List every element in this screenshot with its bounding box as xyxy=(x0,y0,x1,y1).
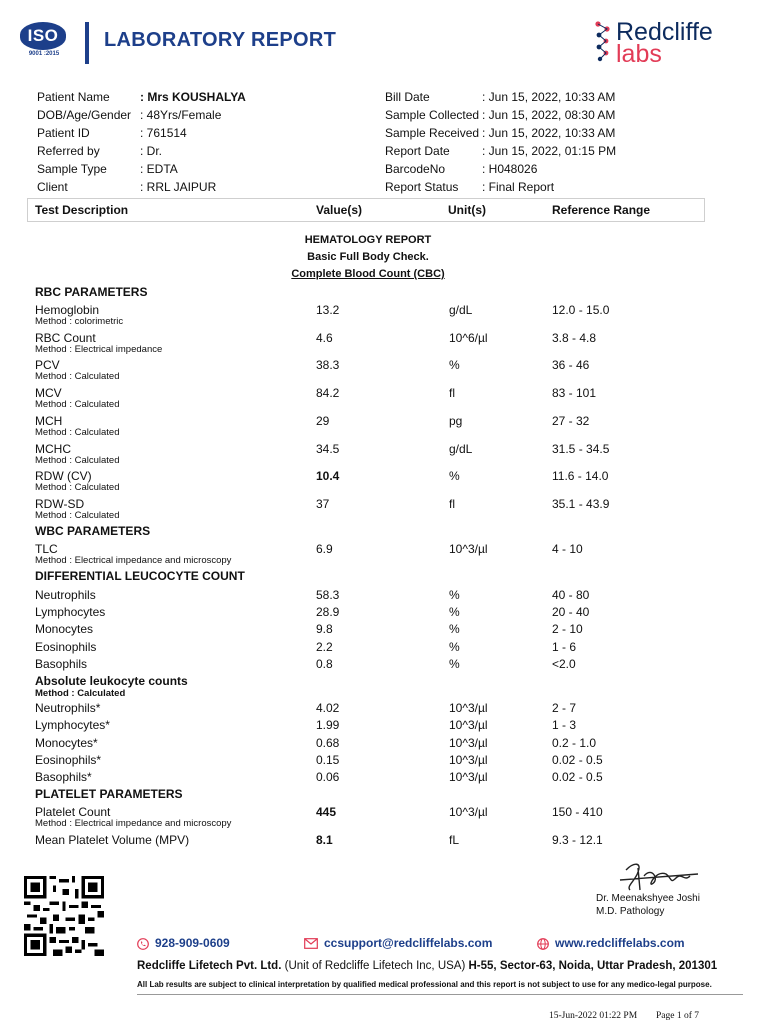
iso-standard: 9001 :2015 xyxy=(28,51,60,57)
page-title: LABORATORY REPORT xyxy=(104,29,337,51)
col-value: Value(s) xyxy=(316,203,363,217)
test-range: 35.1 - 43.9 xyxy=(552,497,610,511)
company-unit: (Unit of Redcliffe Lifetech Inc, USA) xyxy=(284,960,466,972)
test-unit: % xyxy=(449,640,460,654)
info-value: : RRL JAIPUR xyxy=(140,180,217,194)
test-method: Method : Electrical impedance and microscopy xyxy=(35,555,232,566)
section-dlc: DIFFERENTIAL LEUCOCYTE COUNT xyxy=(35,569,245,583)
test-range: 2 - 10 xyxy=(552,622,583,636)
contact-email[interactable] xyxy=(304,936,492,950)
test-value: 9.8 xyxy=(316,622,333,636)
patient-info-labels xyxy=(37,88,131,196)
info-value: : Final Report xyxy=(482,180,555,194)
results-table-header xyxy=(27,198,705,222)
test-method: Method : Calculated xyxy=(35,455,120,466)
company-name: Redcliffe Lifetech Pvt. Ltd. xyxy=(137,960,282,972)
doctor-degree: M.D. Pathology xyxy=(596,906,665,917)
section-alc-method: Method : Calculated xyxy=(35,688,126,699)
company-location: H-55, Sector-63, Noida, Uttar Pradesh, 201301 xyxy=(468,960,718,972)
email-icon xyxy=(304,938,318,949)
test-unit: 10^3/µl xyxy=(449,753,488,767)
test-value: 84.2 xyxy=(316,386,340,400)
test-name: Basophils xyxy=(35,657,88,671)
test-range: 0.2 - 1.0 xyxy=(552,736,597,750)
info-value: : 48Yrs/Female xyxy=(140,108,222,122)
test-value: 38.3 xyxy=(316,358,340,372)
test-name: TLC xyxy=(35,542,58,556)
col-unit: Unit(s) xyxy=(448,203,486,217)
info-label: Patient ID xyxy=(37,126,90,140)
logo-wordmark: Redcliffe xyxy=(616,18,713,46)
test-value: 4.02 xyxy=(316,701,340,715)
test-range: 11.6 - 14.0 xyxy=(552,469,609,483)
test-unit: 10^3/µl xyxy=(449,805,488,819)
test-value: 28.9 xyxy=(316,605,340,619)
test-name: Neutrophils* xyxy=(35,701,101,715)
panel-title-text: Complete Blood Count (CBC) xyxy=(291,268,445,280)
info-value: : Dr. xyxy=(140,144,163,158)
test-name: MCV xyxy=(35,386,62,400)
test-range: 3.8 - 4.8 xyxy=(552,331,597,345)
test-name: Lymphocytes* xyxy=(35,718,110,732)
test-value: 0.06 xyxy=(316,770,340,784)
redcliffe-logo xyxy=(592,18,742,68)
test-value: 0.15 xyxy=(316,753,340,767)
page-number: Page 1 of 7 xyxy=(656,1011,700,1021)
test-value-abnormal: 10.4 xyxy=(316,469,340,483)
test-value: 2.2 xyxy=(316,640,333,654)
info-label: Client xyxy=(37,180,68,194)
test-value: 13.2 xyxy=(316,303,340,317)
header-divider xyxy=(85,22,89,64)
test-range: 40 - 80 xyxy=(552,588,590,602)
test-method: Method : Calculated xyxy=(35,371,120,382)
test-value: 0.8 xyxy=(316,657,333,671)
info-value: : 761514 xyxy=(140,126,187,140)
info-label: Referred by xyxy=(37,144,100,158)
info-label: Sample Collected xyxy=(385,108,480,122)
section-rbc: RBC PARAMETERS xyxy=(35,285,148,299)
test-method: Method : Electrical impedance xyxy=(35,344,163,355)
phone-icon xyxy=(137,938,149,950)
doctor-name: Dr. Meenakshyee Joshi xyxy=(596,893,700,904)
test-unit: fL xyxy=(449,833,460,847)
test-name: Eosinophils* xyxy=(35,753,102,767)
test-name: PCV xyxy=(35,358,60,372)
test-value: 37 xyxy=(316,497,330,511)
test-name: Monocytes* xyxy=(35,736,98,750)
patient-name: : Mrs KOUSHALYA xyxy=(140,90,246,104)
report-info-values xyxy=(482,88,616,196)
phone-number: 928-909-0609 xyxy=(155,936,230,950)
test-range: 0.02 - 0.5 xyxy=(552,770,603,784)
info-label: DOB/Age/Gender xyxy=(37,108,132,122)
test-unit: 10^3/µl xyxy=(449,718,488,732)
test-name: RBC Count xyxy=(35,331,96,345)
test-range: 150 - 410 xyxy=(552,805,603,819)
test-unit: 10^3/µl xyxy=(449,542,488,556)
test-range: 2 - 7 xyxy=(552,701,577,715)
test-value-abnormal: 445 xyxy=(316,805,337,819)
test-method: Method : Calculated xyxy=(35,427,120,438)
info-label: Bill Date xyxy=(385,90,430,104)
report-subtitle: Basic Full Body Check. xyxy=(307,251,429,263)
report-title: HEMATOLOGY REPORT xyxy=(304,234,432,246)
email-address: ccsupport@redcliffelabs.com xyxy=(324,936,493,950)
info-value: : Jun 15, 2022, 08:30 AM xyxy=(482,108,616,122)
test-method: Method : Electrical impedance and microscopy xyxy=(35,818,232,829)
print-timestamp: 15-Jun-2022 01:22 PM xyxy=(549,1011,638,1021)
section-platelet: PLATELET PARAMETERS xyxy=(35,787,183,801)
test-name: Lymphocytes xyxy=(35,605,106,619)
test-name: Eosinophils xyxy=(35,640,97,654)
test-unit: 10^3/µl xyxy=(449,701,488,715)
test-name: RDW (CV) xyxy=(35,469,92,483)
info-value: : Jun 15, 2022, 01:15 PM xyxy=(482,144,617,158)
info-label: Patient Name xyxy=(37,90,110,104)
patient-info-values xyxy=(140,88,246,196)
test-range: 20 - 40 xyxy=(552,605,590,619)
report-info-labels xyxy=(385,88,479,196)
info-label: Sample Type xyxy=(37,162,107,176)
test-unit: % xyxy=(449,657,460,671)
test-value: 6.9 xyxy=(316,542,333,556)
test-method: Method : colorimetric xyxy=(35,316,124,327)
test-unit: 10^3/µl xyxy=(449,770,488,784)
test-range: 12.0 - 15.0 xyxy=(552,303,610,317)
info-value: : Jun 15, 2022, 10:33 AM xyxy=(482,90,616,104)
iso-certification-badge xyxy=(20,22,68,64)
test-unit: % xyxy=(449,588,460,602)
test-unit: pg xyxy=(449,414,463,428)
test-unit: 10^3/µl xyxy=(449,736,488,750)
test-unit: % xyxy=(449,622,460,636)
section-alc: Absolute leukocyte counts xyxy=(35,674,188,688)
test-unit: g/dL xyxy=(449,442,473,456)
legal-disclaimer: All Lab results are subject to clinical interpretation by qualified medical professional and this report is not subject to use for any medico-legal purpose. xyxy=(137,980,712,989)
company-address xyxy=(137,960,717,972)
test-name: Monocytes xyxy=(35,622,94,636)
info-value: : EDTA xyxy=(140,162,178,176)
globe-icon xyxy=(537,938,549,950)
website-url: www.redcliffelabs.com xyxy=(555,936,685,950)
logo-wordmark-sub: labs xyxy=(616,40,662,68)
contact-phone[interactable] xyxy=(137,936,230,950)
test-range: <2.0 xyxy=(552,657,576,671)
test-name: RDW-SD xyxy=(35,497,85,511)
report-header xyxy=(0,0,768,80)
test-range: 27 - 32 xyxy=(552,414,590,428)
test-unit: % xyxy=(449,605,460,619)
test-name: Hemoglobin xyxy=(35,303,100,317)
test-method: Method : Calculated xyxy=(35,482,120,493)
col-test: Test Description xyxy=(35,203,129,217)
test-name: Platelet Count xyxy=(35,805,111,819)
info-label: BarcodeNo xyxy=(385,162,446,176)
test-name: MCHC xyxy=(35,442,71,456)
test-value: 0.68 xyxy=(316,736,340,750)
test-range: 0.02 - 0.5 xyxy=(552,753,603,767)
contact-website[interactable] xyxy=(537,936,685,950)
footer-divider xyxy=(137,994,743,995)
test-range: 9.3 - 12.1 xyxy=(552,833,603,847)
test-unit: 10^6/µl xyxy=(449,331,488,345)
test-range: 1 - 3 xyxy=(552,718,577,732)
test-method: Method : Calculated xyxy=(35,510,120,521)
test-unit: % xyxy=(449,358,460,372)
test-value: 1.99 xyxy=(316,718,340,732)
test-value: 4.6 xyxy=(316,331,333,345)
test-name: MCH xyxy=(35,414,63,428)
test-range: 83 - 101 xyxy=(552,386,597,400)
test-method: Method : Calculated xyxy=(35,399,120,410)
qr-code[interactable] xyxy=(24,876,104,956)
test-value-abnormal: 8.1 xyxy=(316,833,333,847)
test-unit: g/dL xyxy=(449,303,473,317)
doctor-signature xyxy=(612,856,722,896)
panel-title xyxy=(0,268,736,280)
info-value: : H048026 xyxy=(482,162,538,176)
test-range: 36 - 46 xyxy=(552,358,590,372)
test-value: 34.5 xyxy=(316,442,340,456)
iso-logo: ISO xyxy=(20,22,66,50)
info-label: Report Date xyxy=(385,144,450,158)
dna-icon xyxy=(592,20,614,64)
test-range: 4 - 10 xyxy=(552,542,583,556)
info-value: : Jun 15, 2022, 10:33 AM xyxy=(482,126,616,140)
test-name: Basophils* xyxy=(35,770,92,784)
test-unit: fl xyxy=(449,386,455,400)
test-range: 31.5 - 34.5 xyxy=(552,442,610,456)
section-wbc: WBC PARAMETERS xyxy=(35,524,151,538)
test-name: Mean Platelet Volume (MPV) xyxy=(35,833,190,847)
test-unit: % xyxy=(449,469,460,483)
test-unit: fl xyxy=(449,497,455,511)
test-name: Neutrophils xyxy=(35,588,96,602)
test-value: 29 xyxy=(316,414,330,428)
info-label: Report Status xyxy=(385,180,459,194)
test-value: 58.3 xyxy=(316,588,340,602)
info-label: Sample Received xyxy=(385,126,480,140)
col-range: Reference Range xyxy=(552,203,651,217)
test-range: 1 - 6 xyxy=(552,640,577,654)
